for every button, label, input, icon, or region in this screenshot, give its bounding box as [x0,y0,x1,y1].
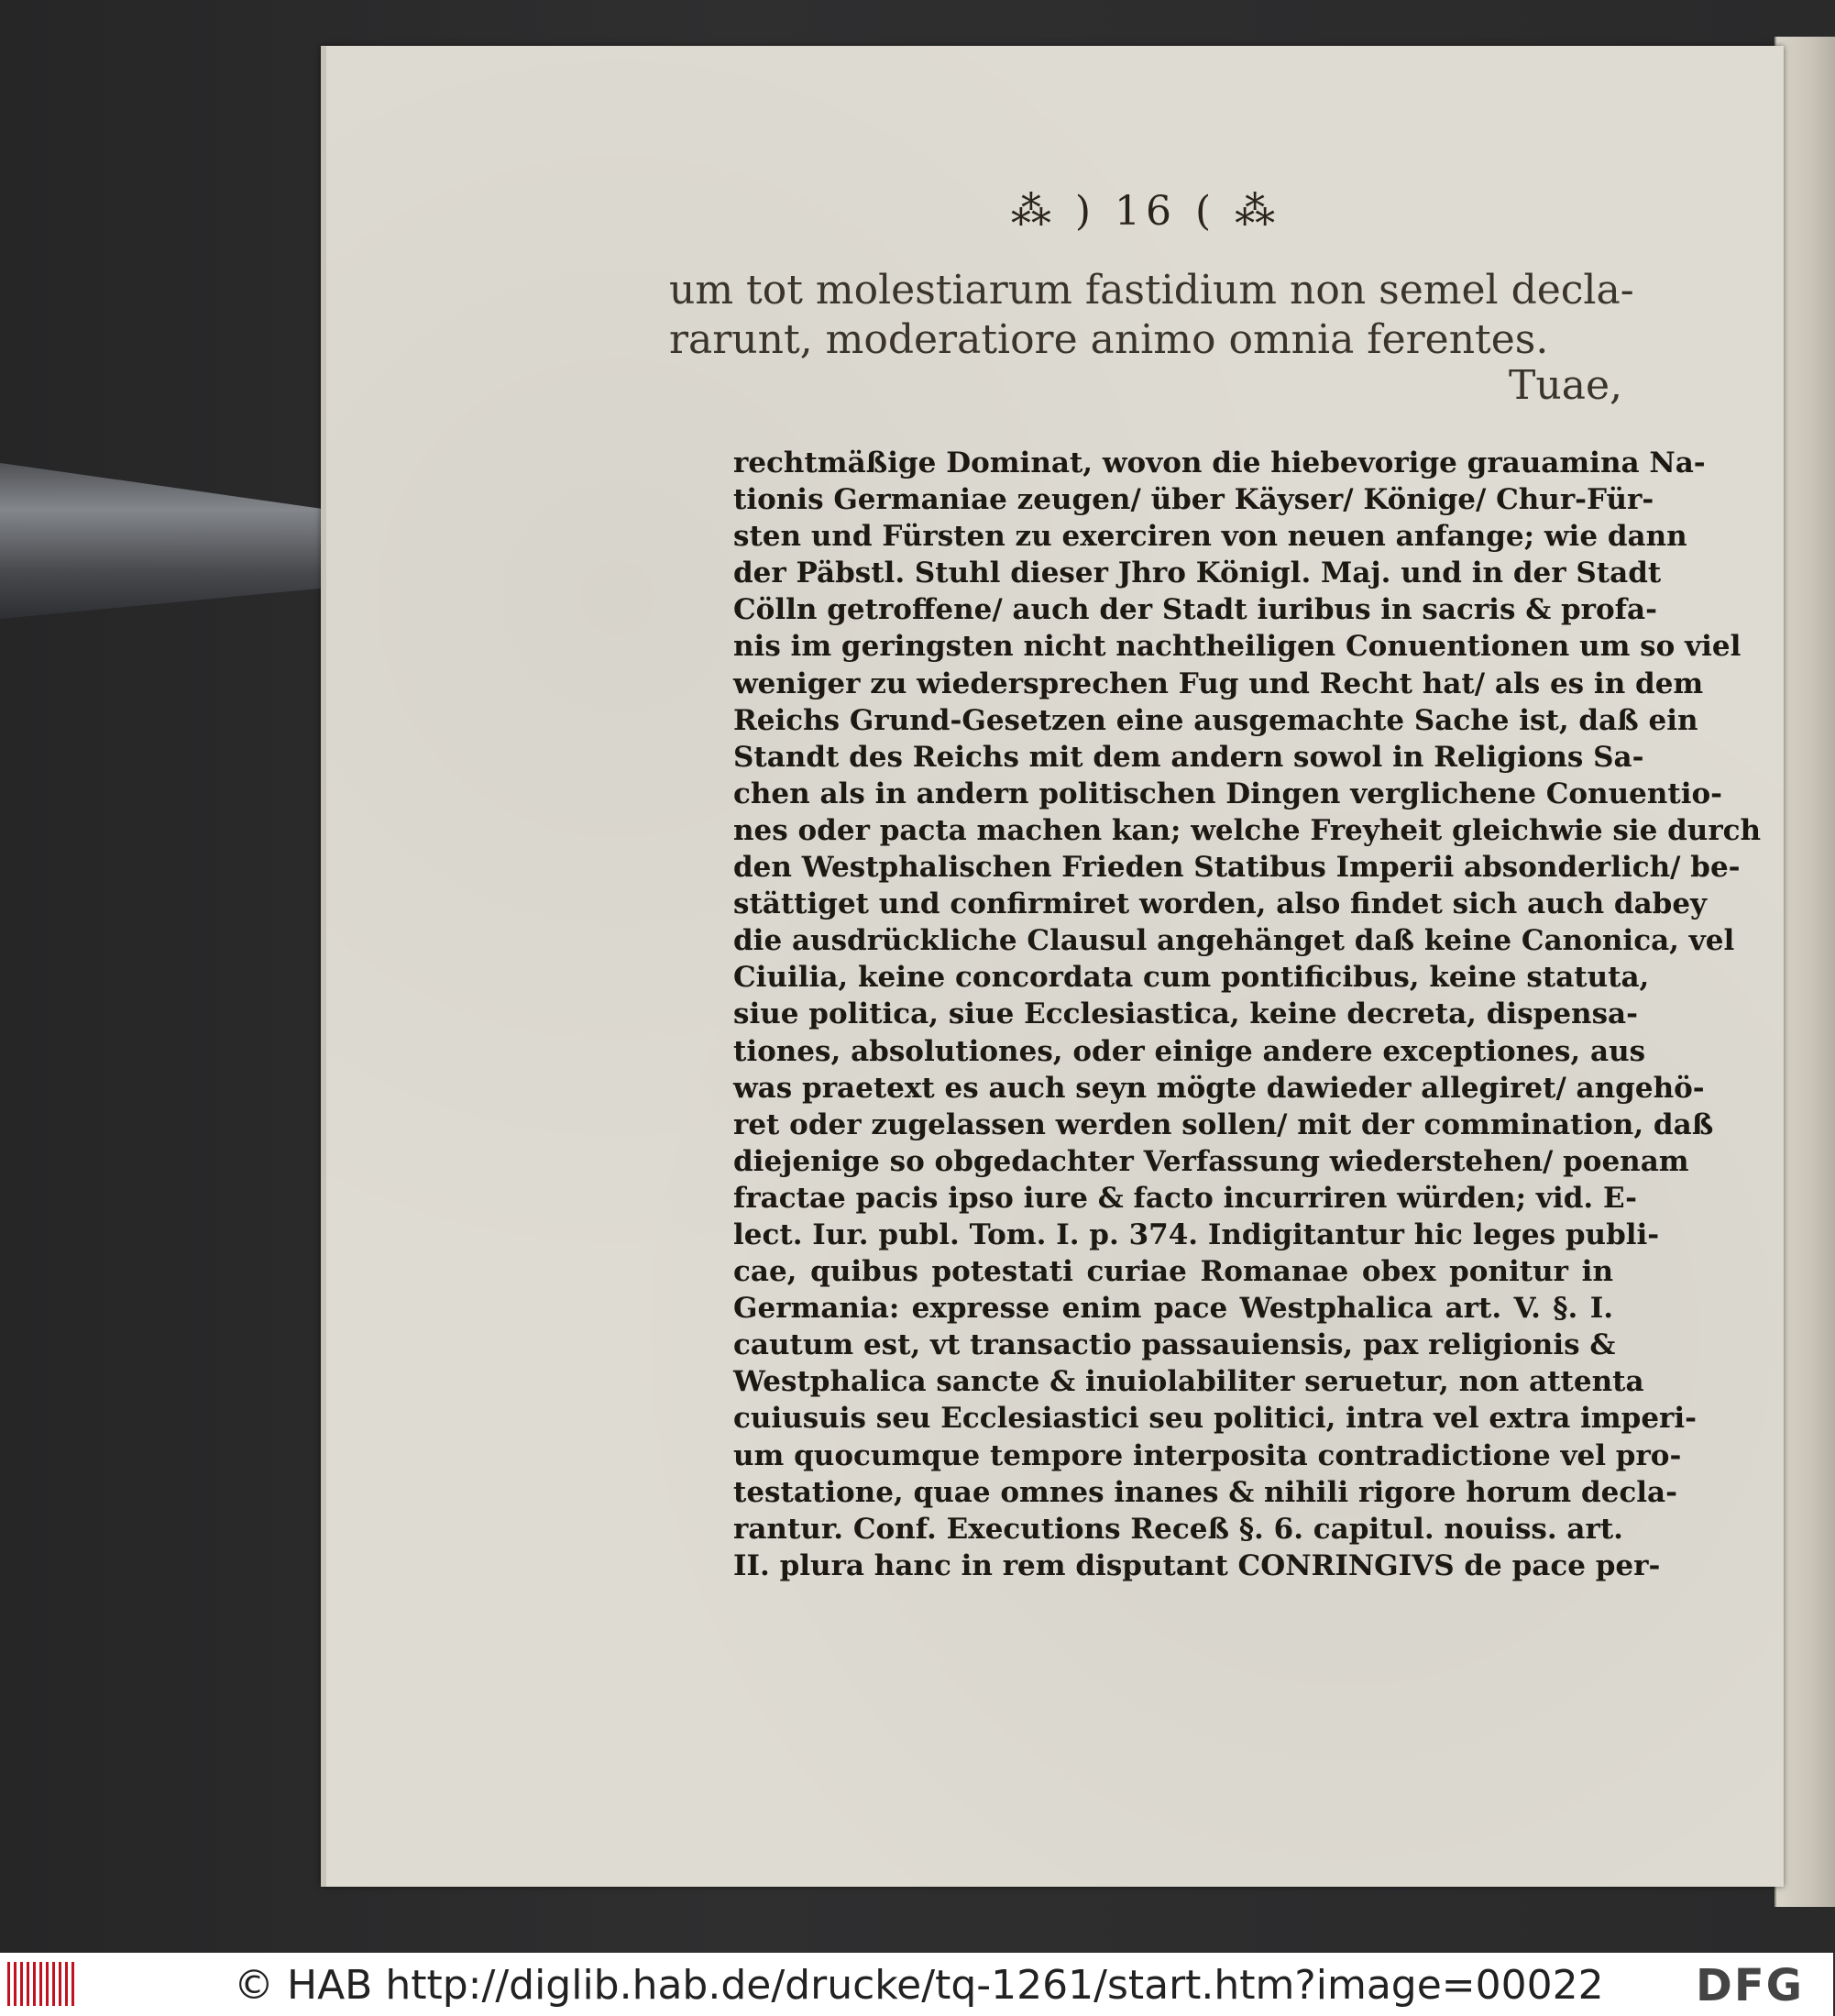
body-line: weniger zu wiedersprechen Fug und Recht hat/ als es in dem [733,666,1704,700]
body-line: rechtmäßige Dominat, wovon die hiebevorige grauamina Na- [733,446,1706,479]
body-line: chen als in andern politischen Dingen verglichene Conuentio- [733,777,1723,810]
body-line: testatione, quae omnes inanes & nihili rigore horum decla- [733,1475,1677,1509]
body-line: nis im geringsten nicht nachtheiligen Conuentionen um so viel [733,630,1742,664]
body-line: lect. Iur. publ. Tom. I. p. 374. Indigitantur hic leges publi- [733,1217,1660,1251]
body-line: um quocumque tempore interposita contradictione vel pro- [733,1438,1682,1472]
body-line: II. plura hanc in rem disputant CONRINGIVS de pace per- [733,1548,1661,1582]
body-line: stättiget und confirmiret worden, also findet sich auch dabey [733,887,1708,921]
page-header: ⁂ ) 16 ( ⁂ [1010,188,1281,235]
latin-line-2: rarunt, moderatiore animo omnia ferentes. [669,316,1549,363]
footer-bar [0,1953,1833,2016]
body-line: cuiusuis seu Ecclesiastici seu politici, intra vel extra imperi- [733,1402,1698,1436]
body-line: nes oder pacta machen kan; welche Freyheit gleichwie sie durch [733,813,1762,847]
body-line: Cölln getroffene/ auch der Stadt iuribus in sacris & profa- [733,593,1657,627]
catchword: Tuae, [1509,362,1622,409]
body-line: was praetext es auch seyn mögte dawieder allegiret/ angehö- [733,1071,1705,1105]
body-line: cae, quibus potestati curiae Romanae obex ponitur in [733,1255,1613,1289]
body-line: tionis Germaniae zeugen/ über Käyser/ Könige/ Chur-Für- [733,483,1654,517]
body-line: den Westphalischen Frieden Statibus Imperii absonderlich/ be- [733,851,1741,885]
body-line: sten und Fürsten zu exerciren von neuen anfange; wie dann [733,520,1687,554]
body-line: ret oder zugelassen werden sollen/ mit der commination, daß [733,1107,1714,1141]
body-line: Germania: expresse enim pace Westphalica art. V. §. I. [733,1292,1613,1326]
dfg-logo: DFG [1696,1960,1805,2011]
body-line: Reichs Grund-Gesetzen eine ausgemachte Sache ist, daß ein [733,703,1698,737]
body-line: tiones, absolutiones, oder einige andere exceptiones, aus [733,1034,1646,1068]
body-line: diejenige so obgedachter Verfassung wiederstehen/ poenam [733,1144,1689,1178]
body-line: der Päbstl. Stuhl dieser Jhro Königl. Maj. und in der Stadt [733,556,1662,590]
latin-line-1: um tot molestiarum fastidium non semel decla- [669,267,1634,314]
body-line: Westphalica sancte & inuiolabiliter seruetur, non attenta [733,1365,1644,1399]
footer-caption[interactable]: © HAB http://diglib.hab.de/drucke/tq-1261/start.htm?image=00022 [234,1962,1604,2009]
body-line: siue politica, siue Ecclesiastica, keine decreta, dispensa- [733,997,1639,1031]
body-line: rantur. Conf. Executions Receß §. 6. capitul. nouiss. art. [733,1512,1623,1546]
body-line: Standt des Reichs mit dem andern sowol in Religions Sa- [733,740,1644,774]
body-line: cautum est, vt transactio passauiensis, pax religionis & [733,1328,1616,1362]
body-line: Ciuilia, keine concordata cum pontificibus, keine statuta, [733,961,1650,995]
body-text [733,445,1762,1584]
body-line: die ausdrückliche Clausul angehänget daß keine Canonica, vel [733,924,1735,958]
body-line: fractae pacis ipso iure & facto incurriren würden; vid. E- [733,1181,1638,1215]
hab-barcode-icon [7,1962,77,2006]
